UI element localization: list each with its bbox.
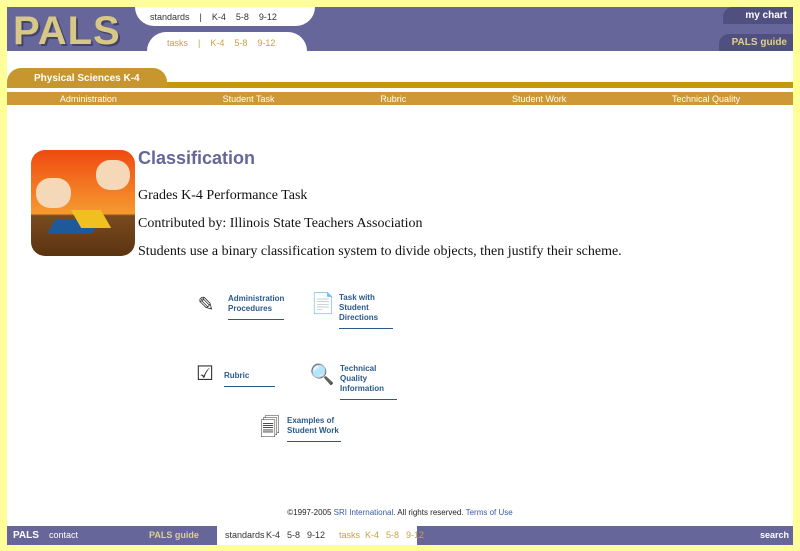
footer-tasks-9-12[interactable]: 9-12 <box>406 530 425 540</box>
sri-link[interactable]: SRI International <box>333 508 394 517</box>
pals-logo[interactable]: PALS <box>13 9 121 53</box>
rights-text: . All rights reserved. <box>393 508 464 517</box>
checklist-icon[interactable]: ☑ <box>196 363 214 385</box>
document-icon[interactable]: 📄 <box>310 293 336 315</box>
terms-link[interactable]: Terms of Use <box>465 508 513 517</box>
footer-tasks-k4[interactable]: K-4 <box>365 530 380 540</box>
separator: | <box>198 38 201 48</box>
link-line: Procedures <box>228 304 273 313</box>
section-nav <box>7 92 793 105</box>
student-work-link[interactable] <box>287 416 341 442</box>
footer-standards[interactable]: standards <box>225 530 265 540</box>
nav-student-task[interactable]: Student Task <box>222 93 275 104</box>
separator: | <box>199 12 202 22</box>
pals-guide-link[interactable]: PALS guide <box>719 34 793 51</box>
standards-k4[interactable]: K-4 <box>211 12 226 22</box>
link-line: Technical Quality <box>340 364 377 383</box>
footer-standards-5-8[interactable]: 5-8 <box>287 530 301 540</box>
tasks-link[interactable]: tasks <box>167 38 189 48</box>
nav-technical-quality[interactable]: Technical Quality <box>672 93 741 104</box>
link-line: Examples of <box>287 416 335 425</box>
standards-5-8[interactable]: 5-8 <box>235 12 249 22</box>
tasks-5-8[interactable]: 5-8 <box>234 38 248 48</box>
footer-tasks-5-8[interactable]: 5-8 <box>386 530 400 540</box>
papers-icon[interactable]: 🗐 <box>260 417 280 439</box>
grades-text: Grades K-4 Performance Task <box>138 188 308 203</box>
tasks-9-12[interactable]: 9-12 <box>257 38 276 48</box>
link-line: Information <box>340 384 384 393</box>
nav-student-work[interactable]: Student Work <box>511 93 567 104</box>
tab-physical-sciences[interactable]: Physical Sciences K-4 <box>7 68 167 88</box>
link-line: Task with <box>339 293 375 302</box>
magnifier-icon[interactable]: 🔍 <box>309 364 335 386</box>
footer-bar <box>7 526 793 545</box>
pencil-ruler-icon[interactable]: ✎ <box>197 294 215 316</box>
footer-standards-9-12[interactable]: 9-12 <box>307 530 326 540</box>
copyright-year: ©1997-2005 <box>287 508 332 517</box>
footer-pals[interactable]: PALS <box>13 530 39 541</box>
header <box>7 7 793 51</box>
link-line: Student Directions <box>339 303 379 322</box>
page <box>7 7 793 545</box>
divider <box>157 82 793 88</box>
link-line: Student Work <box>287 426 339 435</box>
administration-procedures-link[interactable] <box>228 294 284 320</box>
contact-link[interactable]: contact <box>49 530 79 540</box>
description-text: Students use a binary classification system to divide objects, then justify their scheme. <box>138 244 622 259</box>
footer-pals-guide[interactable]: PALS guide <box>149 530 199 540</box>
link-line: Administration <box>228 294 285 303</box>
standards-9-12[interactable]: 9-12 <box>258 12 277 22</box>
rubric-link[interactable] <box>224 371 275 387</box>
nav-administration[interactable]: Administration <box>59 93 117 104</box>
contributed-text: Contributed by: Illinois State Teachers Association <box>138 216 423 231</box>
my-chart-link[interactable]: my chart <box>723 7 793 24</box>
task-directions-link[interactable] <box>339 293 393 329</box>
search-link[interactable]: search <box>759 530 789 540</box>
copyright <box>7 508 793 517</box>
footer-standards-k4[interactable]: K-4 <box>266 530 281 540</box>
classification-illustration <box>31 150 135 256</box>
footer-tasks[interactable]: tasks <box>339 530 361 540</box>
standards-link[interactable]: standards <box>150 12 190 22</box>
page-title: Classification <box>138 148 256 168</box>
nav-rubric[interactable]: Rubric <box>380 93 407 104</box>
tasks-nav <box>167 38 275 48</box>
technical-quality-link[interactable] <box>340 364 397 400</box>
standards-nav <box>150 12 277 22</box>
tasks-k4[interactable]: K-4 <box>210 38 225 48</box>
link-line: Rubric <box>224 371 250 380</box>
